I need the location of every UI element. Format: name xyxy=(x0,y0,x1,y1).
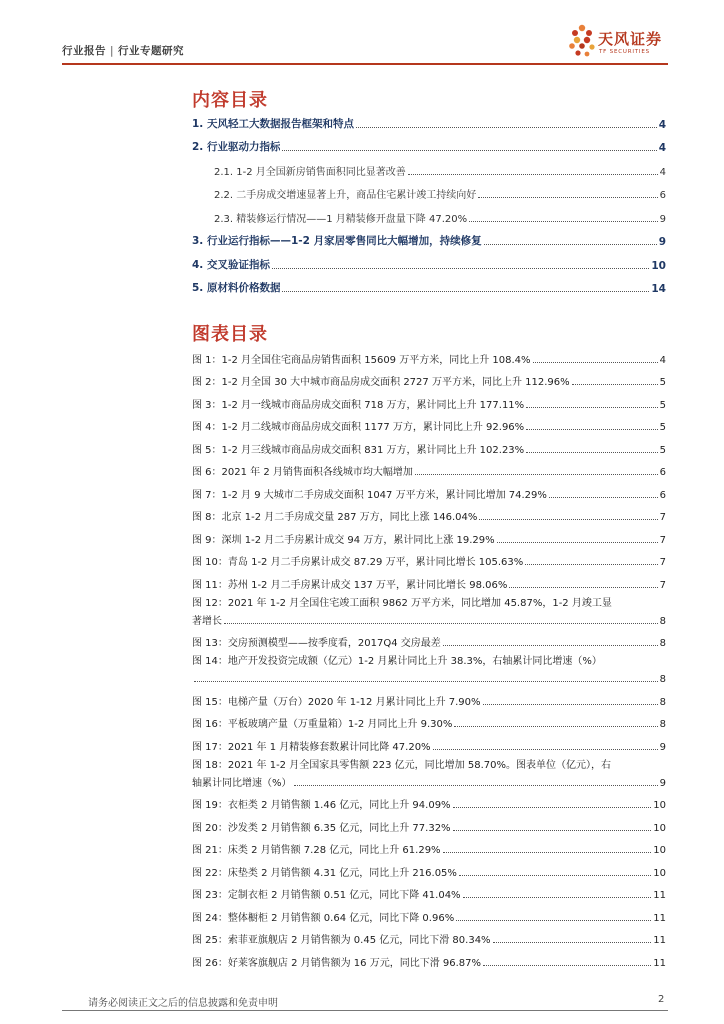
page-number: 2 xyxy=(658,994,665,1005)
figure-item[interactable]: 图 8：北京 1-2 月二手房成交量 287 万方，同比上涨 146.04% 7 xyxy=(192,512,666,523)
figure-item[interactable]: 图 25：索菲亚旗舰店 2 月销售额为 0.45 亿元，同比下滑 80.34% 11 xyxy=(192,935,666,946)
figure-item[interactable]: 图 20：沙发类 2 月销售额 6.35 亿元，同比上升 77.32% 10 xyxy=(192,822,666,834)
figure-item[interactable]: 图 11：苏州 1-2 月二手房累计成交 137 万平，累计同比增长 98.06% 7 xyxy=(192,579,666,591)
flower-logo-icon xyxy=(568,22,598,60)
figures-list xyxy=(192,343,666,969)
figure-item[interactable]: 图 13：交房预测模型——按季度看，2017Q4 交房最差 8 xyxy=(192,638,666,649)
figure-item[interactable]: 图 23：定制衣柜 2 月销售额 0.51 亿元，同比下降 41.04% 11 xyxy=(192,890,666,901)
figure-item[interactable]: 图 15：电梯产量（万台）2020 年 1-12 月累计同比上升 7.90% 8 xyxy=(192,696,666,708)
figure-item[interactable]: 图 21：床类 2 月销售额 7.28 亿元，同比上升 61.29% 10 xyxy=(192,845,666,856)
logo-name-cn: 天风证券 xyxy=(598,30,663,48)
figure-item[interactable]: 图 4：1-2 月二线城市商品房成交面积 1177 万方，累计同比上升 92.96% 5 xyxy=(192,422,666,433)
figure-item[interactable]: 图 9：深圳 1-2 月二手房累计成交 94 万方，累计同比上涨 19.29% 7 xyxy=(192,534,666,546)
contents-title: 内容目录 xyxy=(192,90,268,111)
toc-item-2-3[interactable]: 2.3. 精装修运行情况——1 月精装修开盘量下降 47.20% 9 xyxy=(214,213,666,225)
report-category: 行业报告 | 行业专题研究 xyxy=(62,45,185,57)
figure-item[interactable]: 图 7：1-2 月 9 大城市二手房成交面积 1047 万平方米，累计同比增加 74.29% 6 xyxy=(192,489,666,501)
disclaimer-note: 请务必阅读正文之后的信息披露和免责申明 xyxy=(88,998,278,1009)
toc-item-5[interactable]: 5. 原材料价格数据 14 xyxy=(192,282,666,295)
subcategory-label: 行业专题研究 xyxy=(118,45,185,57)
figure-item[interactable]: 图 10：青岛 1-2 月二手房累计成交 87.29 万平，累计同比增长 105.63% 7 xyxy=(192,557,666,568)
category-label: 行业报告 xyxy=(62,45,106,57)
figure-item[interactable]: 图 26：好莱客旗舰店 2 月销售额为 16 万元，同比下滑 96.87% 11 xyxy=(192,957,666,969)
figure-item[interactable]: 图 17：2021 年 1 月精装修套数累计同比降 47.20% 9 xyxy=(192,741,666,753)
figure-item[interactable]: 图 5：1-2 月三线城市商品房成交面积 831 万方，累计同比上升 102.23% 5 xyxy=(192,444,666,456)
figure-item[interactable]: 图 16：平板玻璃产量（万重量箱）1-2 月同比上升 9.30% 8 xyxy=(192,719,666,730)
figure-item[interactable]: 图 19：衣柜类 2 月销售额 1.46 亿元，同比上升 94.09% 10 xyxy=(192,800,666,811)
figure-item[interactable]: 图 1：1-2 月全国住宅商品房销售面积 15609 万平方米，同比上升 108.4% 4 xyxy=(192,354,666,366)
figures-title: 图表目录 xyxy=(192,324,268,345)
tf-securities-logo xyxy=(568,22,668,62)
figure-item[interactable]: 图 18：2021 年 1-2 月全国家具零售额 223 亿元，同比增加 58.70%。图表单位（亿元），右 轴累计同比增速（%） 9 xyxy=(192,759,666,789)
figure-item[interactable]: 图 14：地产开发投资完成额（亿元）1-2 月累计同比上升 38.3%，右轴累计同比增速（%） 8 xyxy=(192,656,666,685)
figure-item[interactable]: 图 22：床垫类 2 月销售额 4.31 亿元，同比上升 216.05% 10 xyxy=(192,867,666,879)
figure-item[interactable]: 图 12：2021 年 1-2 月全国住宅竣工面积 9862 万平方米，同比增加 45.87%，1-2 月竣工显 著增长 8 xyxy=(192,597,666,627)
toc-item-2-1[interactable]: 2.1. 1-2 月全国新房销售面积同比显著改善 4 xyxy=(214,166,666,178)
figure-item[interactable]: 图 3：1-2 月一线城市商品房成交面积 718 万方，累计同比上升 177.11% 5 xyxy=(192,399,666,411)
toc-item-2[interactable]: 2. 行业驱动力指标 4 xyxy=(192,141,666,154)
toc-item-2-2[interactable]: 2.2. 二手房成交增速显著上升，商品住宅累计竣工持续向好 6 xyxy=(214,190,666,201)
toc-item-1[interactable]: 1. 天风轻工大数据报告框架和特点 4 xyxy=(192,117,666,131)
logo-name-en: TF SECURITIES xyxy=(599,49,650,55)
toc-item-3[interactable]: 3. 行业运行指标——1-2 月家居零售同比大幅增加，持续修复 9 xyxy=(192,235,666,248)
toc-item-4[interactable]: 4. 交叉验证指标 10 xyxy=(192,258,666,272)
figure-item[interactable]: 图 6：2021 年 2 月销售面积各线城市均大幅增加 6 xyxy=(192,467,666,478)
figure-item[interactable]: 图 24：整体橱柜 2 月销售额 0.64 亿元，同比下降 0.96% 11 xyxy=(192,912,666,924)
footer-divider xyxy=(62,1010,668,1011)
page-header xyxy=(0,0,724,66)
figure-item[interactable]: 图 2：1-2 月全国 30 大中城市商品房成交面积 2727 万平方米，同比上升 112.96% 5 xyxy=(192,377,666,388)
header-divider xyxy=(62,63,668,65)
contents-list xyxy=(192,107,666,295)
